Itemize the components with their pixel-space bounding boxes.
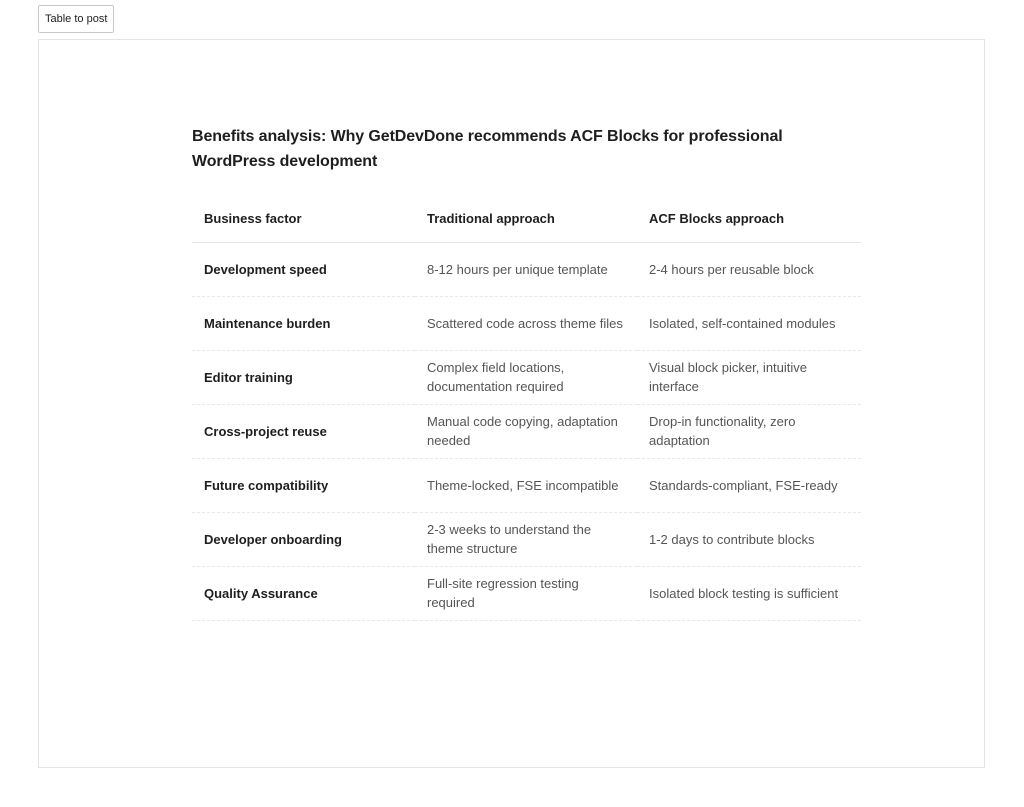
traditional-approach-cell: 2-3 weeks to understand the theme structure xyxy=(415,512,637,566)
traditional-approach-cell: Full-site regression testing required xyxy=(415,566,637,620)
business-factor-cell: Future compatibility xyxy=(192,458,415,512)
business-factor-cell: Development speed xyxy=(192,242,415,296)
business-factor-cell: Editor training xyxy=(192,350,415,404)
table-row xyxy=(192,512,861,566)
acf-blocks-approach-cell: Isolated block testing is sufficient xyxy=(637,566,861,620)
preview-frame xyxy=(38,39,985,768)
table-title: Benefits analysis: Why GetDevDone recommends ACF Blocks for professional WordPress development xyxy=(192,128,783,170)
traditional-approach-cell: Scattered code across theme files xyxy=(415,296,637,350)
table-to-post-button[interactable]: Table to post xyxy=(38,5,114,33)
table-row xyxy=(192,404,861,458)
table-header-row xyxy=(192,196,861,242)
acf-blocks-approach-cell: Visual block picker, intuitive interface xyxy=(637,350,861,404)
table-row xyxy=(192,242,861,296)
acf-blocks-approach-cell: Isolated, self-contained modules xyxy=(637,296,861,350)
column-header-traditional-approach: Traditional approach xyxy=(415,196,637,242)
table-row xyxy=(192,458,861,512)
article-content xyxy=(192,124,861,621)
acf-blocks-approach-cell: 2-4 hours per reusable block xyxy=(637,242,861,296)
table-row xyxy=(192,566,861,620)
traditional-approach-cell: Theme-locked, FSE incompatible xyxy=(415,458,637,512)
acf-blocks-approach-cell: Drop-in functionality, zero adaptation xyxy=(637,404,861,458)
traditional-approach-cell: Manual code copying, adaptation needed xyxy=(415,404,637,458)
business-factor-cell: Quality Assurance xyxy=(192,566,415,620)
traditional-approach-cell: Complex field locations, documentation required xyxy=(415,350,637,404)
column-header-business-factor: Business factor xyxy=(192,196,415,242)
benefits-table xyxy=(192,196,861,621)
business-factor-cell: Maintenance burden xyxy=(192,296,415,350)
acf-blocks-approach-cell: Standards-compliant, FSE-ready xyxy=(637,458,861,512)
business-factor-cell: Cross-project reuse xyxy=(192,404,415,458)
column-header-acf-blocks-approach: ACF Blocks approach xyxy=(637,196,861,242)
business-factor-cell: Developer onboarding xyxy=(192,512,415,566)
acf-blocks-approach-cell: 1-2 days to contribute blocks xyxy=(637,512,861,566)
table-row xyxy=(192,350,861,404)
table-row xyxy=(192,296,861,350)
traditional-approach-cell: 8-12 hours per unique template xyxy=(415,242,637,296)
